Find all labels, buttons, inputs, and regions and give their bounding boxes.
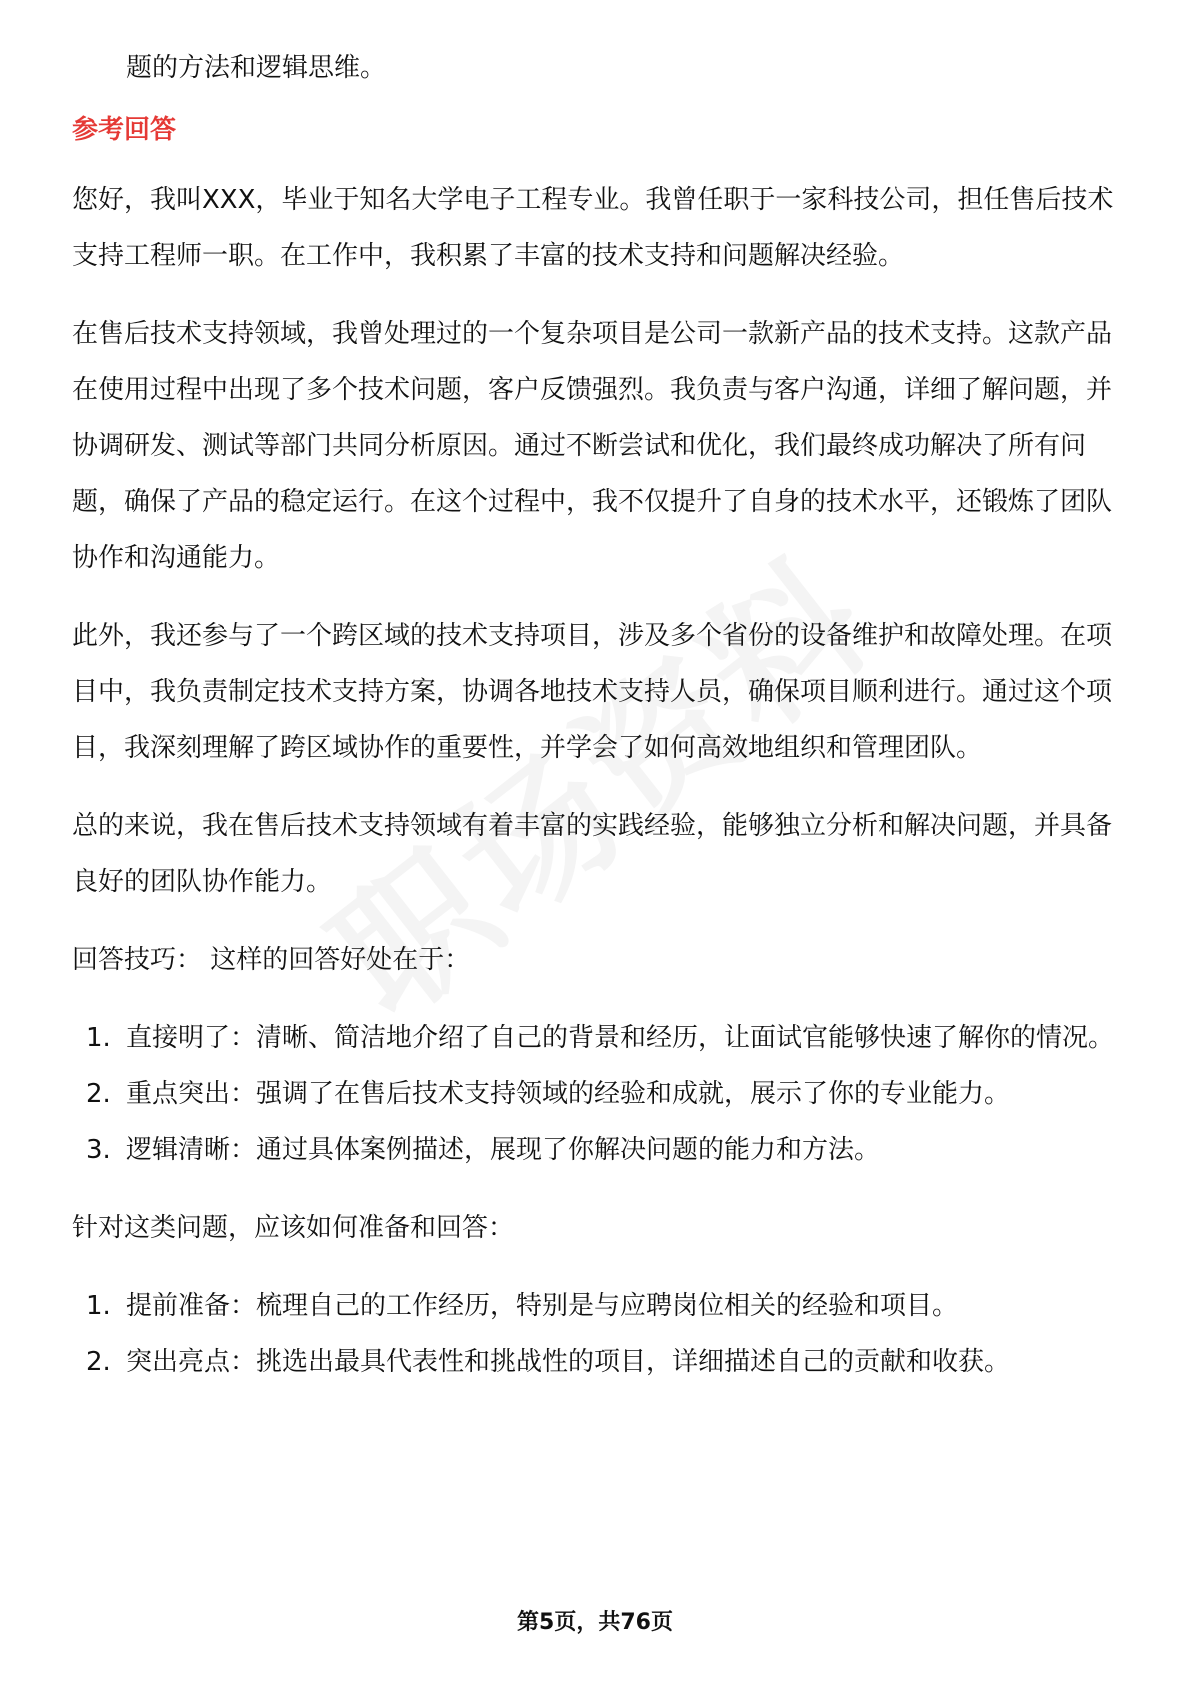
page-footer: 第5页，共76页 — [517, 1610, 673, 1635]
list-item — [72, 1334, 1122, 1390]
list-number: 1. — [86, 1291, 111, 1321]
list-text: 逻辑清晰：通过具体案例描述，展现了你解决问题的能力和方法。 — [126, 1135, 881, 1165]
tips-intro: 回答技巧： 这样的回答好处在于： — [72, 945, 471, 975]
list-number: 2. — [86, 1347, 111, 1377]
list-item — [72, 1278, 1122, 1334]
list-item — [72, 1122, 1122, 1178]
page-content — [72, 40, 1122, 1390]
list-text: 突出亮点：挑选出最具代表性和挑战性的项目，详细描述自己的贡献和收获。 — [126, 1347, 1011, 1377]
list-text: 直接明了：清晰、简洁地介绍了自己的背景和经历，让面试官能够快速了解你的情况。 — [126, 1023, 1115, 1053]
list-number: 2. — [86, 1079, 111, 1109]
prep-intro: 针对这类问题，应该如何准备和回答： — [72, 1213, 515, 1243]
list-number: 1. — [86, 1023, 111, 1053]
paragraph-4: 总的来说，我在售后技术支持领域有着丰富的实践经验，能够独立分析和解决问题，并具备良好的团队协作能力。 — [72, 811, 1113, 897]
continuation-line: 题的方法和逻辑思维。 — [126, 53, 387, 83]
section-heading: 参考回答 — [72, 115, 177, 145]
paragraph-1: 您好，我叫XXX，毕业于知名大学电子工程专业。我曾任职于一家科技公司，担任售后技术支持工程师一职。在工作中，我积累了丰富的技术支持和问题解决经验。 — [72, 185, 1114, 271]
paragraph-2: 在售后技术支持领域，我曾处理过的一个复杂项目是公司一款新产品的技术支持。这款产品在使用过程中出现了多个技术问题，客户反馈强烈。我负责与客户沟通，详细了解问题，并协调研发、测试等部门共同分析原因。通过不断尝试和优化，我们最终成功解决了所有问题，确保了产品的稳定运行。在这个过程中，我不仅提升了自身的技术水平，还锻炼了团队协作和沟通能力。 — [72, 319, 1113, 573]
list-text: 提前准备：梳理自己的工作经历，特别是与应聘岗位相关的经验和项目。 — [126, 1291, 959, 1321]
tips-list — [72, 1010, 1122, 1178]
list-item — [72, 1066, 1122, 1122]
list-item — [72, 1010, 1122, 1066]
paragraph-3: 此外，我还参与了一个跨区域的技术支持项目，涉及多个省份的设备维护和故障处理。在项目中，我负责制定技术支持方案，协调各地技术支持人员，确保项目顺利进行。通过这个项目，我深刻理解了跨区域协作的重要性，并学会了如何高效地组织和管理团队。 — [72, 621, 1113, 763]
list-text: 重点突出：强调了在售后技术支持领域的经验和成就，展示了你的专业能力。 — [126, 1079, 1011, 1109]
prep-list — [72, 1278, 1122, 1390]
list-number: 3. — [86, 1135, 111, 1165]
